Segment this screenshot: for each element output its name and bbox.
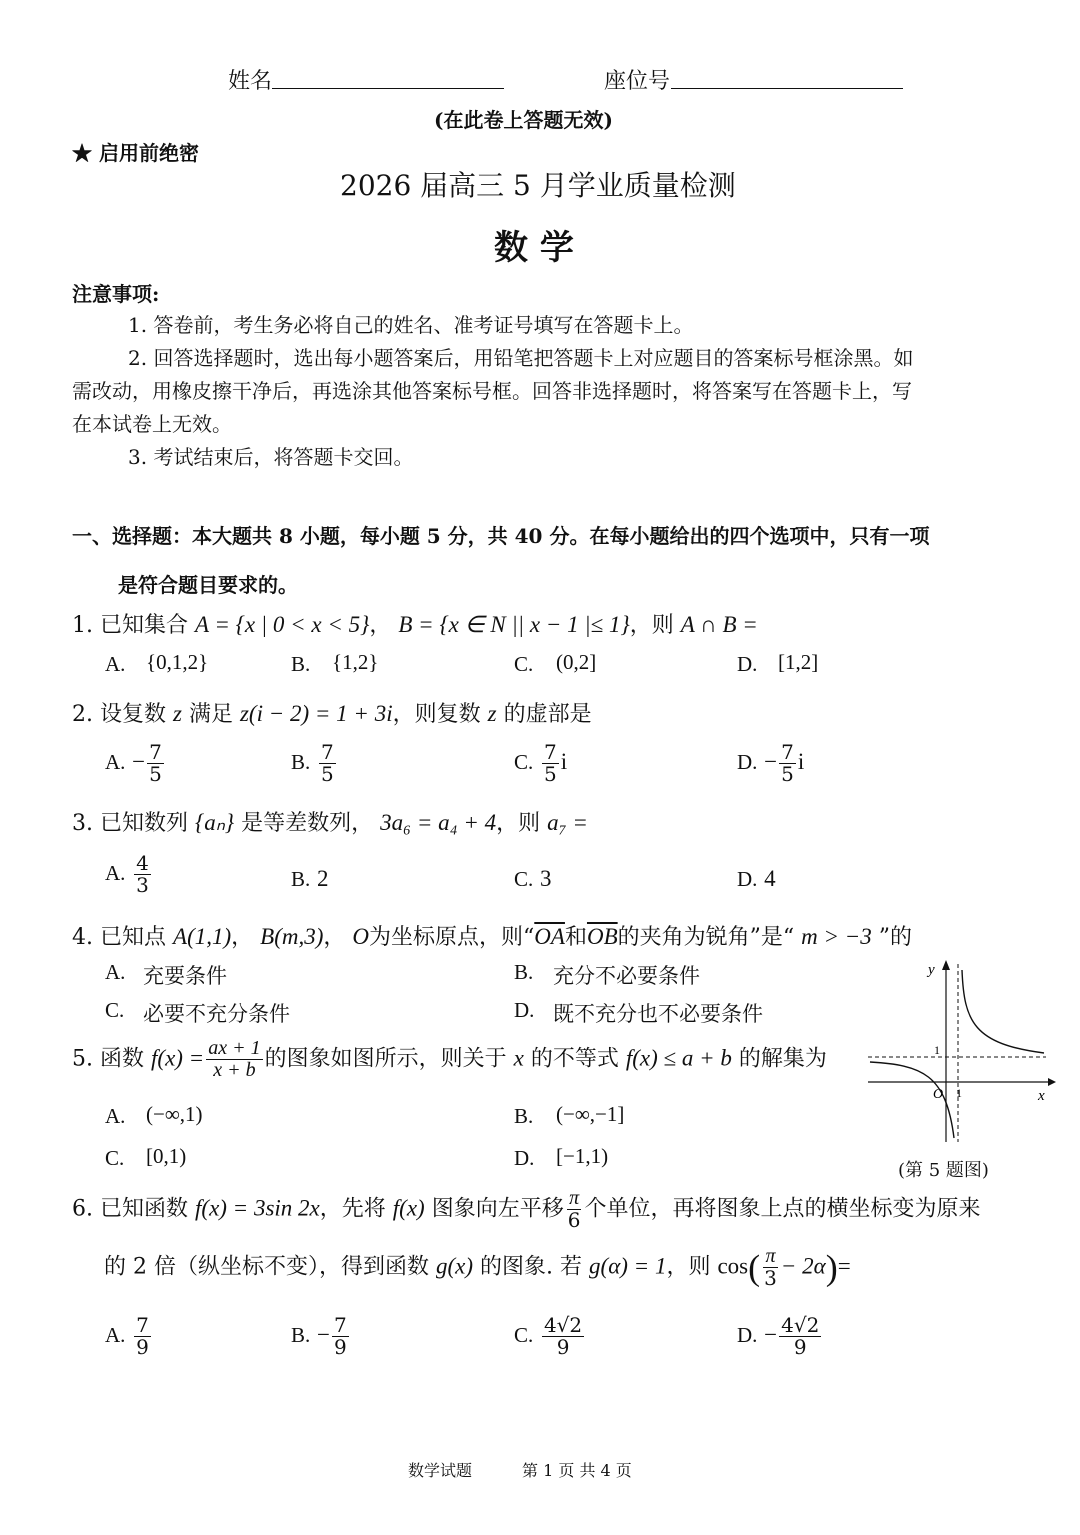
numerator: π <box>765 1245 776 1267</box>
option-c[interactable] <box>514 742 567 785</box>
question-4 <box>72 920 912 951</box>
numerator: 7 <box>320 740 334 764</box>
option-a-value: 充要条件 <box>143 964 227 988</box>
option-label: A. <box>105 861 126 885</box>
fraction <box>566 1188 583 1231</box>
option-c-label[interactable]: C. <box>105 998 125 1022</box>
numerator: 4√2 <box>543 1313 583 1337</box>
question-text: 设复数 <box>100 702 167 727</box>
function-graph-figure <box>862 952 1062 1152</box>
notice-item: 3. 考试结束后，将答题卡交回。 <box>128 445 414 469</box>
numerator: 4 <box>136 851 149 875</box>
fraction <box>542 1315 584 1358</box>
option-a[interactable] <box>105 742 166 785</box>
vector-oa: $\overline{OA}$ <box>534 924 565 949</box>
tick-one-y: 1 <box>934 1043 940 1057</box>
option-a-label[interactable]: A. <box>105 1104 126 1128</box>
option-b-label[interactable]: B. <box>514 960 534 984</box>
numerator: 4√2 <box>781 1313 820 1337</box>
question-text: ，则 <box>666 1254 711 1280</box>
option-c-value: [0,1) <box>146 1144 187 1168</box>
question-number: 1. <box>72 613 93 638</box>
secret-mark: ★ 启用前绝密 <box>72 141 199 165</box>
separator: ， <box>369 613 392 638</box>
notice-item: 1. 答卷前，考生务必将自己的姓名、准考证号填写在答题卡上。 <box>128 313 694 337</box>
fraction <box>319 742 336 785</box>
option-value: 3 <box>539 866 552 891</box>
fraction <box>134 1315 151 1358</box>
fraction <box>779 1315 821 1358</box>
question-text: 为坐标原点，则“ <box>369 925 535 950</box>
question-text: 的图象如图所示，则关于 <box>264 1046 507 1072</box>
option-a-value: (−∞,1) <box>146 1102 203 1126</box>
footer-page: 第 1 页 共 4 页 <box>522 1461 632 1480</box>
question-number: 3. <box>72 811 93 836</box>
condition: g(α) = 1 <box>589 1253 667 1279</box>
seat-label: 座位号 <box>604 69 671 94</box>
function-g: g(x) <box>436 1253 474 1279</box>
notice-item: 在本试卷上无效。 <box>72 412 232 436</box>
question-text: 个单位，再将图象上点的横坐标变为原来 <box>584 1196 981 1222</box>
denominator: 5 <box>149 762 162 786</box>
option-value: 4 <box>764 866 776 891</box>
fraction <box>542 742 559 785</box>
numerator: 7 <box>543 740 557 764</box>
numerator: 7 <box>149 740 162 764</box>
option-d[interactable] <box>737 866 776 892</box>
question-number: 6. <box>72 1196 93 1222</box>
question-text: 函数 <box>100 1046 145 1072</box>
function-def: f(x) = <box>151 1045 205 1071</box>
tick-one-x: 1 <box>956 1086 962 1100</box>
option-label: A. <box>105 1323 126 1347</box>
question-5 <box>72 1038 827 1081</box>
equals-sign: = <box>837 1253 851 1279</box>
y-label: y <box>928 962 935 978</box>
option-label: C. <box>514 867 534 891</box>
question-text: ，则 <box>496 811 541 836</box>
denominator: 3 <box>136 873 149 897</box>
option-label: B. <box>291 1323 311 1347</box>
notice-item: 2. 回答选择题时，选出每小题答案后，用铅笔把答题卡上对应题目的答案标号框涂黑。如 <box>128 346 914 370</box>
option-label: B. <box>291 867 311 891</box>
numerator: ax + 1 <box>208 1037 261 1059</box>
fraction <box>134 853 151 896</box>
denominator: 9 <box>793 1335 807 1359</box>
numerator: 7 <box>136 1313 149 1337</box>
question-number: 4. <box>72 925 93 950</box>
point-a: A(1,1) <box>173 924 232 949</box>
name-label: 姓名 <box>228 69 273 94</box>
footer-subject: 数学试题 <box>408 1461 473 1480</box>
sequence: {aₙ} <box>195 810 235 835</box>
option-a-label[interactable]: A. <box>105 960 126 984</box>
question-text: 的不等式 <box>530 1046 619 1072</box>
option-c[interactable] <box>514 1315 586 1358</box>
section-heading-cont: 是符合题目要求的。 <box>118 573 298 597</box>
question-text: 和 <box>564 925 587 950</box>
denominator: x + b <box>213 1059 256 1081</box>
question-text: 的夹角为锐角”是“ <box>617 925 795 950</box>
option-d[interactable] <box>737 1315 823 1358</box>
option-d-label[interactable]: D. <box>737 652 758 676</box>
question-2 <box>72 697 592 728</box>
option-c-value: 必要不充分条件 <box>143 1002 290 1026</box>
equation: 3a₆ = a₄ + 4 <box>380 810 497 835</box>
denominator: 5 <box>781 762 794 786</box>
fraction <box>779 742 796 785</box>
question-text: 已知数列 <box>100 811 189 836</box>
separator: ， <box>323 925 346 950</box>
minus-sign: − <box>316 1322 330 1347</box>
question-text: 的解集为 <box>738 1046 827 1072</box>
var-z: z <box>487 701 497 726</box>
name-field[interactable] <box>272 70 504 89</box>
option-value: 2 <box>316 866 329 891</box>
minus-sign: − <box>132 749 146 774</box>
option-b-value: (−∞,−1] <box>556 1102 625 1126</box>
question-text: 已知函数 <box>100 1196 189 1222</box>
y-axis-arrow-icon <box>942 960 950 970</box>
minus-sign: − <box>764 749 778 774</box>
fraction <box>206 1038 262 1081</box>
denominator: 6 <box>567 1208 581 1232</box>
section-heading: 一、选择题：本大题共 8 小题，每小题 5 分，共 40 分。在每小题给出的四个选项中，只有一项 <box>72 524 930 548</box>
target-expr: a₇ = <box>547 810 588 835</box>
question-text: 图象向左平移 <box>431 1196 564 1222</box>
question-text: ，先将 <box>319 1196 386 1222</box>
option-a[interactable] <box>105 853 153 896</box>
fraction <box>147 742 164 785</box>
option-a[interactable] <box>105 1315 153 1358</box>
origin-label: O <box>933 1087 944 1102</box>
cos-func: cos <box>717 1253 749 1279</box>
question-1 <box>72 608 758 639</box>
question-text: 的 2 倍（纵坐标不变），得到函数 <box>104 1254 429 1280</box>
option-c[interactable] <box>514 866 551 892</box>
question-text: 的虚部是 <box>503 702 592 727</box>
x-axis-arrow-icon <box>1048 1078 1056 1086</box>
option-d-value: [−1,1) <box>556 1144 609 1168</box>
question-text: 的图象. 若 <box>480 1254 583 1280</box>
option-label: C. <box>514 750 534 774</box>
expr-tail: − 2α <box>780 1253 826 1279</box>
option-b-label[interactable]: B. <box>291 652 311 676</box>
denominator: 5 <box>543 762 557 786</box>
set-a: A = {x | 0 < x < 5} <box>195 612 370 637</box>
option-label: D. <box>737 1323 758 1347</box>
option-d-label[interactable]: D. <box>514 1146 535 1170</box>
question-text: ”的 <box>878 925 913 950</box>
x-label: x <box>1038 1088 1045 1104</box>
option-label: D. <box>737 867 758 891</box>
denominator: 9 <box>136 1335 149 1359</box>
figure-caption: (第 5 题图) <box>898 1160 989 1181</box>
condition: m > −3 <box>801 924 872 949</box>
option-b[interactable] <box>291 866 328 892</box>
option-c-label[interactable]: C. <box>105 1146 125 1170</box>
question-text: 已知集合 <box>100 613 189 638</box>
imag-unit: i <box>797 749 805 774</box>
intersection-expr: A ∩ B = <box>680 612 758 637</box>
question-text: ，则复数 <box>392 702 481 727</box>
function-def: f(x) = 3sin 2x <box>195 1195 320 1221</box>
option-b-value: 充分不必要条件 <box>553 964 700 988</box>
question-text: 满足 <box>188 702 233 727</box>
option-b-value: {1,2} <box>332 650 379 674</box>
numerator: 7 <box>333 1313 347 1337</box>
var-x: x <box>513 1045 524 1071</box>
option-b-label[interactable]: B. <box>514 1104 534 1128</box>
curve-right-branch <box>962 970 1044 1053</box>
option-b[interactable] <box>291 1315 351 1358</box>
vector-ob: $\overline{OB}$ <box>586 924 618 949</box>
separator: ， <box>231 925 254 950</box>
function-ref: f(x) <box>392 1195 425 1221</box>
notice-heading: 注意事项: <box>72 282 160 306</box>
question-3 <box>72 806 588 837</box>
numerator: 7 <box>781 740 794 764</box>
set-b: B = {x ∈ N || x − 1 |≤ 1} <box>398 612 630 637</box>
denominator: 5 <box>320 762 334 786</box>
option-c-label[interactable]: C. <box>514 652 534 676</box>
denominator: 9 <box>556 1335 570 1359</box>
question-number: 2. <box>72 702 93 727</box>
option-c-value: (0,2] <box>556 650 597 674</box>
numerator: π <box>569 1187 580 1209</box>
question-text: 是等差数列， <box>241 811 374 836</box>
question-text: ，则 <box>629 613 674 638</box>
invalid-note: (在此卷上答题无效) <box>434 108 613 132</box>
question-6-cont: 的 2 倍（纵坐标不变），得到函数 g(x) 的图象. 若 g(α) = 1，则 cos( $\frac{\pi}{3}$ − 2α)= <box>104 1245 851 1290</box>
subject-title: 数 学 <box>494 228 574 268</box>
fraction <box>762 1246 779 1289</box>
option-d[interactable] <box>737 742 804 785</box>
question-number: 5. <box>72 1046 93 1072</box>
denominator: 9 <box>333 1335 347 1359</box>
fraction <box>332 1315 349 1358</box>
option-label: D. <box>737 750 758 774</box>
denominator: 3 <box>764 1266 777 1290</box>
option-label: C. <box>514 1323 534 1347</box>
option-d-value: [1,2] <box>778 650 819 674</box>
imag-unit: i <box>560 749 568 774</box>
notice-item: 需改动，用橡皮擦干净后，再选涂其他答案标号框。回答非选择题时，将答案写在答题卡上，写 <box>72 379 912 403</box>
option-a-label[interactable]: A. <box>105 652 126 676</box>
inequality: f(x) ≤ a + b <box>625 1045 732 1071</box>
point-o: O <box>352 924 370 949</box>
option-label: A. <box>105 750 126 774</box>
var-z: z <box>173 701 182 726</box>
option-a-value: {0,1,2} <box>146 650 209 674</box>
option-label: B. <box>291 750 311 774</box>
exam-title: 2026 届高三 5 月学业质量检测 <box>340 169 736 202</box>
equation: z(i − 2) = 1 + 3i <box>239 701 393 726</box>
point-b: B(m,3) <box>260 924 324 949</box>
option-d-label[interactable]: D. <box>514 998 535 1022</box>
seat-field[interactable] <box>671 70 903 89</box>
question-text: 已知点 <box>100 925 167 950</box>
minus-sign: − <box>764 1322 778 1347</box>
option-b[interactable] <box>291 742 338 785</box>
question-6 <box>72 1188 980 1231</box>
option-d-value: 既不充分也不必要条件 <box>553 1002 763 1026</box>
